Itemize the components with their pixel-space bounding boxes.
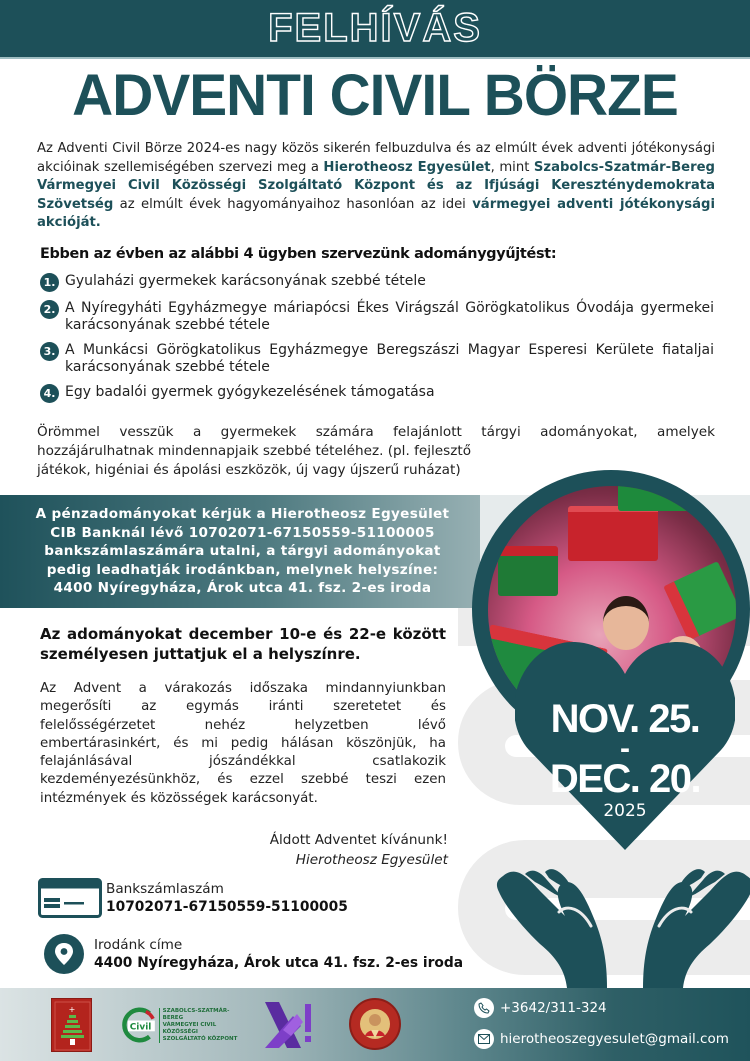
svg-text:+: + — [68, 1005, 76, 1014]
address-value: 4400 Nyíregyháza, Árok utca 41. fsz. 2-es iroda — [94, 954, 464, 971]
bank-label: Bankszámlaszám — [106, 880, 224, 897]
event-year: 2025 — [603, 801, 647, 821]
signature-wish: Áldott Adventet kívánunk! — [269, 832, 448, 848]
phone-number[interactable]: +3642/311-324 — [500, 1000, 607, 1016]
top-banner — [0, 0, 750, 59]
email-address[interactable]: hierotheoszegyesulet@gmail.com — [500, 1031, 729, 1047]
gift-box — [498, 546, 558, 596]
number-badge: 4. — [40, 384, 59, 403]
signature-org: Hierotheosz Egyesület — [295, 852, 448, 868]
list-item: 2. A Nyíregyháti Egyházmegye máriapócsi Ékes Virágszál Görögkatolikus Óvodája gyermekei karácsonyának szebbé tétele — [40, 300, 714, 334]
intro-paragraph: Az Adventi Civil Börze 2024-es nagy közös sikerén felbuzdulva és az elmúlt évek adventi jótékonysági akcióinak szellemiségében szervezi meg a Hierotheosz Egyesület, mint Szabolcs-Szatmár-Bereg Vármegyei Civil Közösségi Szolgáltató Központ és az Ifjúsági Kereszténydemokrata Szövetség az elmúlt évek hagyományaihoz hasonlóan az idei vármegyei adventi jótékonysági akcióját. — [37, 141, 715, 230]
email-contact[interactable] — [474, 1029, 729, 1049]
iksz-logo — [263, 1000, 315, 1050]
bank-card-icon — [38, 878, 102, 918]
gift-box — [663, 561, 736, 641]
bank-account-info — [38, 878, 348, 918]
intro-highlight: vármegyei adventi jótékonysági akcióját. — [37, 196, 715, 230]
gift-box — [568, 506, 658, 561]
open-hands-icon — [495, 866, 750, 988]
kicker-title: FELHÍVÁS — [268, 6, 482, 50]
phone-icon — [474, 998, 494, 1018]
list-item: 1. Gyulaházi gyermekek karácsonyának szebbé tétele — [40, 273, 714, 292]
causes-heading: Ebben az évben az alábbi 4 ügyben szervezünk adománygyűjtést: — [40, 246, 557, 262]
location-pin-icon — [44, 934, 84, 974]
footer — [0, 988, 750, 1061]
advent-paragraph: Az Advent a várakozás időszaka mindannyiunkban megerősíti az egymás iránti szeretetet és felelősségérzetet nehéz helyzetben lévő embertárasinkért, és mi pedig hálásan köszönjük, ha felajánlásával jószándékkal csatlakozik kezdeményezésünkhöz, és ezzel szebbé teszi ezen intézmények és közösségek karácsonyát. — [40, 681, 446, 806]
list-item: 4. Egy badalói gyermek gyógykezelésének támogatása — [40, 384, 714, 403]
signature — [200, 830, 448, 870]
email-icon — [474, 1029, 494, 1049]
delivery-notice: Az adományokat december 10-e és 22-e között személyesen juttatjuk el a helyszínre. — [40, 625, 446, 663]
hierotheosz-logo — [349, 998, 401, 1050]
number-badge: 2. — [40, 300, 59, 319]
number-badge: 3. — [40, 342, 59, 361]
number-badge: 1. — [40, 273, 59, 292]
page-title: ADVENTI CIVIL BÖRZE — [72, 63, 678, 128]
address-label: Irodánk címe — [94, 936, 183, 953]
end-date: DEC. 20. — [549, 757, 701, 801]
money-donation-text: A pénzadományokat kérjük a Hierotheosz Egyesület CIB Banknál lévő 10702071-67150559-51100005 bankszámlaszámára utalni, a tárgyi adományokat pedig leadhatják irodánkban, melynek helyszíne: 4400 Nyíregyháza, Árok utca 41. fsz. 2-es iroda — [35, 506, 450, 596]
list-item: 3. A Munkácsi Görögkatolikus Egyházmegye Beregszászi Magyar Esperesi Kerülete fiataljai karácsonyának szebbé tétele — [40, 342, 714, 376]
civil-kozpont-logo: Civil SZABOLCS-SZATMÁR-BEREG VÁRMEGYEI CIVIL KÖZÖSSÉGI SZOLGÁLTATÓ KÖZPONT — [119, 1004, 244, 1046]
christmas-tree-logo — [51, 998, 92, 1052]
gift-box — [618, 486, 708, 511]
svg-text:Civil: Civil — [129, 1022, 152, 1033]
goods-paragraph: Örömmel vesszük a gyermekek számára felajánlott tárgyi adományokat, amelyek hozzájárulhatnak mindennapjaik szebbé tételéhez. (pl. fejlesztő játékok, higéniai és ápolási eszközök, új vagy újszerű ruházat) — [37, 424, 715, 478]
causes-list — [40, 273, 714, 411]
office-address-info — [44, 934, 463, 974]
start-date: NOV. 25. — [550, 697, 700, 741]
event-dates — [495, 697, 750, 822]
date-separator: - — [620, 732, 630, 765]
bank-account-number: 10702071-67150559-51100005 — [106, 898, 348, 915]
phone-contact[interactable] — [474, 998, 607, 1018]
org-partners: Szabolcs-Szatmár-Bereg Vármegyei Civil Közösségi Szolgáltató Központ és az Ifjúsági Kereszténydemokrata Szövetség — [37, 159, 715, 212]
org-hierotheosz: Hierotheosz Egyesület — [323, 159, 491, 175]
